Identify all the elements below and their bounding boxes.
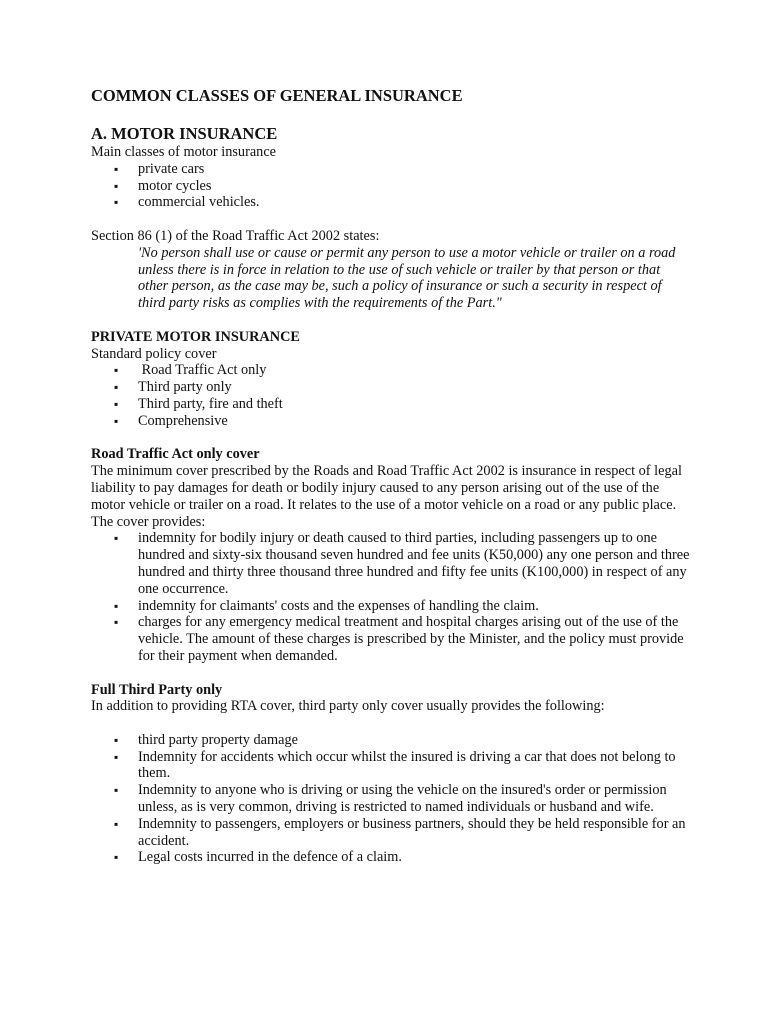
full-third-party-heading: Full Third Party only: [91, 681, 223, 698]
full-third-party-intro: In addition to providing RTA cover, third party only cover usually provides the following:: [91, 698, 605, 715]
list-item: ▪ Indemnity to anyone who is driving or using the vehicle on the insured's order or permission unless, as is very common, driving is restricted to named individuals or husband and wife.: [138, 782, 691, 816]
rta-only-heading: Road Traffic Act only cover: [91, 446, 260, 463]
list-item: ▪ Road Traffic Act only: [138, 362, 691, 379]
list-item: ▪ Indemnity to passengers, employers or business partners, should they be held responsible for an accident.: [138, 816, 691, 850]
document-page: [91, 86, 691, 866]
private-motor-intro: Standard policy cover: [91, 345, 217, 362]
list-item: ▪ Legal costs incurred in the defence of a claim.: [138, 849, 691, 866]
list-item: ▪ motor cycles: [138, 178, 691, 195]
section-a-heading: A. MOTOR INSURANCE: [91, 124, 278, 143]
rta-cover-list: [91, 530, 691, 664]
list-item: ▪ private cars: [138, 161, 691, 178]
private-motor-heading: PRIVATE MOTOR INSURANCE: [91, 328, 300, 345]
section-a-intro: Main classes of motor insurance: [91, 144, 277, 160]
list-item: ▪ Comprehensive: [138, 413, 691, 430]
list-item: ▪ Third party only: [138, 379, 691, 396]
policy-cover-list: [91, 362, 691, 429]
document-title: COMMON CLASSES OF GENERAL INSURANCE: [91, 86, 463, 105]
list-item: ▪ indemnity for claimants' costs and the expenses of handling the claim.: [138, 598, 691, 615]
statute-intro: Section 86 (1) of the Road Traffic Act 2002 states:: [91, 227, 380, 244]
list-item: ▪ Indemnity for accidents which occur whilst the insured is driving a car that does not belong to them.: [138, 749, 691, 783]
list-item: ▪ third party property damage: [138, 732, 691, 749]
list-item: ▪ commercial vehicles.: [138, 194, 691, 211]
list-item: ▪ indemnity for bodily injury or death caused to third parties, including passengers up to one hundred and sixty-six thousand seven hundred and fee units (K50,000) any one person and three hundred and thirty three thousand three hundred and fifty fee units (K100,000) in respect of any one occurrence.: [138, 530, 691, 597]
list-item: ▪ charges for any emergency medical treatment and hospital charges arising out of the use of the vehicle. The amount of these charges is prescribed by the Minister, and the policy must provide for their payment when demanded.: [138, 614, 691, 664]
motor-classes-list: [91, 161, 691, 211]
rta-only-intro: The minimum cover prescribed by the Roads and Road Traffic Act 2002 is insurance in respect of legal liability to pay damages for death or bodily injury caused to any person arising out of the use of the motor vehicle or trailer on a road. It relates to the use of a motor vehicle on a road or any public place. The cover provides:: [91, 463, 682, 530]
statute-quote: 'No person shall use or cause or permit any person to use a motor vehicle or trailer on a road unless there is in force in relation to the use of such vehicle or trailer by that person or that other person, as the case may be, such a policy of insurance or such a security in respect of third party risks as complies with the requirements of the Part.": [138, 244, 676, 312]
list-item: ▪ Third party, fire and theft: [138, 396, 691, 413]
third-party-cover-list: [91, 732, 691, 866]
